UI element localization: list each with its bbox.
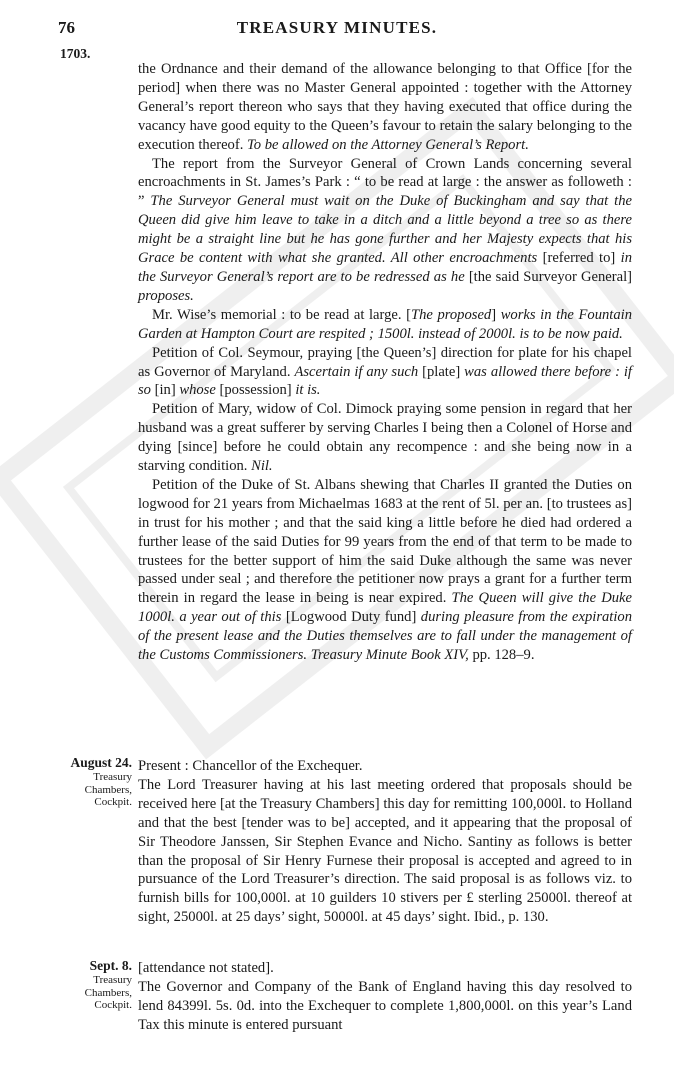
text-run: [the said Surveyor General]: [464, 268, 632, 285]
text-run: in the Surveyor General’s report are to be redressed as he: [138, 250, 633, 285]
text-run: works in the Fountain Garden at Hampton Court are respited ; 1500l. instead of 2000l. is to be now paid.: [138, 306, 632, 342]
paragraph-seymour: [138, 344, 632, 401]
text-run: Ascertain if any such: [294, 363, 419, 380]
paragraph-dimock: [138, 400, 632, 476]
paragraph-bank-of-england: The Governor and Company of the Bank of England having this day resolved to lend 84399l. 5s. 0d. into the Exchequer to complete 1,800,000l. on this year’s Land Tax this minute is entered pursuant: [138, 978, 632, 1033]
text-run: the Ordnance and their demand of the allowance belonging to that Office [for the period] when there was no Master General appointed : together with the Attorney General’s report thereon who says that they having executed that office during the vacancy have good equity to the Queen’s favour to retain the salary belonging to the execution thereof.: [138, 61, 632, 153]
text-run: Mr. Wise’s memorial : to be read at large. [: [152, 306, 411, 323]
text-run: it is.: [295, 382, 321, 399]
paragraph-ordnance: [138, 60, 632, 155]
text-run: Petition of the Duke of St. Albans shewing that Charles II granted the Duties on logwood for 21 years from Michaelmas 1683 at the rent of 5l. per an. [to trustees as] in trust for his mother ; and that the said king a little before he died had ordered a further lease of the said Duties for 99 years from the end of that term to be made to trustees for the better support of him the said Duke although the same was never passed under seal ; and therefore the petitioner now prays a grant for a further term therein in regard the lease in being is near expired.: [138, 476, 632, 607]
running-head: TREASURY MINUTES.: [236, 18, 438, 37]
present-text: Chancellor of the Exchequer.: [188, 758, 363, 774]
text-run: Petition of Col. Seymour, praying [the Queen’s] direction for plate for his chapel as Governor of Maryland.: [138, 344, 632, 380]
text-run: whose: [179, 382, 216, 399]
entry-september: [138, 959, 632, 1035]
text-run: Ibid.,: [473, 909, 505, 926]
paragraph-st-albans: [138, 476, 632, 665]
text-run: was allowed there before : if so: [138, 363, 632, 399]
paragraph-surveyor: [138, 155, 632, 306]
text-run: [referred to]: [537, 250, 621, 267]
margin-place: Treasury: [93, 974, 132, 986]
text-run: during pleasure from the expiration of the present lease and the Duties themselves are to fall under the management of the Customs Commissioners. Treasury Minute Book XIV,: [138, 609, 632, 664]
present-line: [138, 757, 632, 776]
main-text: [138, 60, 632, 665]
entry-august: [138, 757, 632, 927]
text-run: [Logwood Duty fund]: [281, 609, 421, 626]
margin-note-september: [40, 958, 132, 1012]
margin-place: Cockpit.: [94, 999, 132, 1011]
text-run: pp. 128–9.: [468, 647, 535, 664]
text-run: Nil.: [251, 458, 273, 475]
margin-year: 1703.: [60, 46, 91, 61]
present-label: Present :: [138, 758, 189, 774]
text-run: The Surveyor General must wait on the Duke of Buckingham and say that the Queen did give him leave to take in a ditch and a little beyond a tree so as there might be a straight line but he has gone further and her Majesty expects that his Grace be content with what she granted. All other encroachments: [138, 193, 632, 267]
paragraph-holland-remittance: [138, 776, 632, 927]
text-run: proposes.: [138, 287, 194, 304]
text-run: ]: [491, 306, 501, 323]
text-run: p. 130.: [504, 909, 549, 926]
text-run: [plate]: [418, 363, 465, 380]
page-number: 76: [58, 18, 75, 37]
text-run: The Lord Treasurer having at his last meeting ordered that proposals should be received here [at the Treasury Chambers] this day for remitting 100,000l. to Holland and that the best [tender was to be] accepted, and it appearing that the proposal of Sir Theodore Janssen, Sir Stephen Evance and Nicho. Santiny as follows is better than the proposal of Sir Henry Furnese their proposal is accepted and agreed to in pursuance of the Lord Treasurer’s direction. The said proposal is as follows viz. to furnish bills for 100,000l. at 10 guilders 10 stivers per £ sterling 25000l. thereof at sight, 25000l. at 25 days’ sight, 50000l. at 45 days’ sight.: [138, 776, 632, 926]
page-header: [0, 18, 674, 44]
text-run: The Queen will give the Duke 1000l. a year out of this: [138, 590, 632, 626]
text-run: The report from the Surveyor General of Crown Lands concerning several encroachments in St. James’s Park : “ to be read at large : the answer as followeth : ”: [138, 155, 632, 210]
text-run: [possession]: [215, 382, 296, 399]
margin-place: Chambers,: [84, 783, 132, 796]
text-run: To be allowed on the Attorney General’s Report.: [247, 136, 529, 153]
text-run: The proposed: [410, 306, 492, 323]
paragraph-wise: [138, 306, 632, 344]
margin-place: Cockpit.: [94, 796, 132, 808]
text-run: [in]: [150, 382, 180, 399]
attendance-line: [attendance not stated].: [138, 960, 274, 976]
margin-date: Sept. 8.: [89, 958, 132, 973]
margin-note-august: [40, 755, 132, 809]
margin-date: August 24.: [70, 755, 132, 770]
margin-place: Treasury: [93, 771, 132, 783]
text-run: Petition of Mary, widow of Col. Dimock praying some pension in regard that her husband was a great sufferer by serving Charles I being then a Colonel of Horse and dying [since] before he could obtain any recompence : and she being now in a starving condition.: [138, 401, 632, 475]
margin-place: Chambers,: [84, 986, 132, 999]
